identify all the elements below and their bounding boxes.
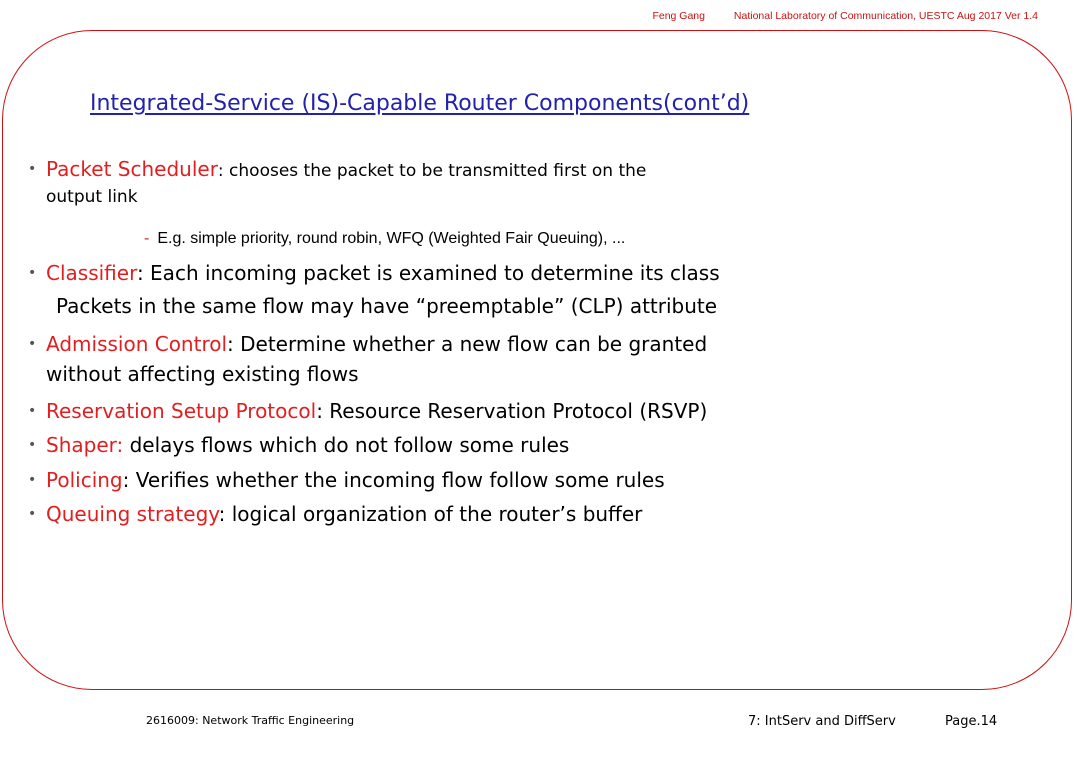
footer-chapter: 7: IntServ and DiffServ (748, 714, 896, 729)
sub-bullet-item (144, 228, 625, 250)
sub-bullet-dash: - (144, 230, 150, 247)
bullet-text-continued: output link (46, 187, 138, 207)
bullet-dot: • (28, 472, 37, 488)
bullet-dot: • (28, 403, 37, 419)
bullet-dot: • (28, 506, 37, 522)
bullet-text: : Each incoming packet is examined to determine its class (136, 261, 720, 285)
bullet-term: Reservation Setup Protocol (46, 399, 317, 423)
header-author: Feng Gang (652, 10, 705, 22)
bullet-text: : logical organization of the router’s buffer (218, 502, 643, 526)
bullet-term: Shaper: (46, 433, 124, 457)
bullet-item (46, 155, 646, 186)
bullet-continuation: Packets in the same flow may have “preemptable” (CLP) attribute (56, 294, 718, 318)
bullet-dot: • (28, 437, 37, 453)
sub-bullet-text: E.g. simple priority, round robin, WFQ (Weighted Fair Queuing), ... (157, 230, 626, 247)
bullet-item (46, 500, 642, 529)
bullet-item (46, 431, 569, 460)
bullet-term: Admission Control (46, 332, 228, 356)
slide-title: Integrated-Service (IS)-Capable Router Components(cont’d) (90, 91, 750, 116)
bullet-term: Policing (46, 468, 123, 492)
bullet-term: Classifier (46, 261, 137, 285)
bullet-text-continued: without affecting existing flows (46, 362, 359, 386)
bullet-text: : chooses the packet to be transmitted first on the (217, 161, 647, 181)
bullet-text: delays flows which do not follow some rules (123, 433, 570, 457)
header-affiliation: National Laboratory of Communication, UESTC Aug 2017 Ver 1.4 (733, 10, 1038, 22)
bullet-dot: • (28, 336, 37, 352)
footer-page-number: Page.14 (945, 714, 998, 729)
bullet-item (46, 397, 707, 426)
bullet-item (46, 259, 720, 288)
bullet-dot: • (28, 265, 37, 281)
bullet-text: : Verifies whether the incoming flow follow some rules (122, 468, 665, 492)
bullet-item (46, 330, 707, 359)
bullet-item (46, 466, 665, 495)
footer-course: 2616009: Network Traffic Engineering (146, 714, 355, 727)
bullet-text: : Determine whether a new flow can be granted (227, 332, 708, 356)
bullet-dot: • (28, 161, 37, 177)
bullet-term: Packet Scheduler (46, 157, 218, 181)
bullet-text: : Resource Reservation Protocol (RSVP) (316, 399, 708, 423)
bullet-term: Queuing strategy (46, 502, 219, 526)
slide-header (652, 10, 1038, 22)
